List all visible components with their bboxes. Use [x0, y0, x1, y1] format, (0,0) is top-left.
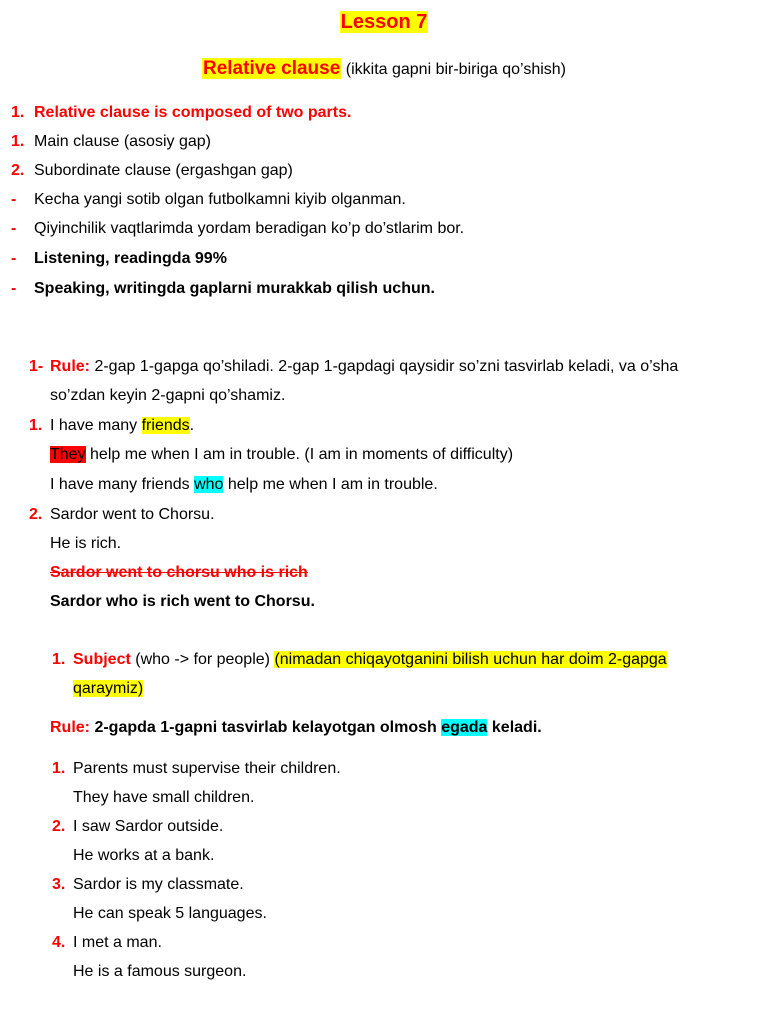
list-marker: -	[11, 220, 17, 237]
subject-label: Subject	[73, 651, 131, 668]
list-item: Main clause (asosiy gap)	[34, 133, 211, 150]
correct-sentence: Sardor who is rich went to Chorsu.	[50, 593, 315, 610]
list-marker: -	[11, 250, 17, 267]
lesson-title: Lesson 7	[340, 11, 428, 33]
example-line: Sardor went to Chorsu.	[50, 506, 215, 523]
subject-line	[73, 679, 143, 699]
example-line: He is rich.	[50, 535, 122, 552]
list-marker: -	[11, 280, 17, 297]
rule-label: Rule:	[50, 719, 90, 736]
highlight-who: who	[194, 476, 224, 493]
example-line: I have many friends.	[50, 417, 195, 434]
list-item: Listening, readingda 99%	[34, 250, 227, 267]
exercise-line: He can speak 5 languages.	[73, 905, 267, 922]
rule-line-2: so’zdan keyin 2-gapni qo’shamiz.	[50, 387, 286, 404]
wrong-sentence: Sardor went to chorsu who is rich	[50, 564, 308, 581]
list-item: Kecha yangi sotib olgan futbolkamni kiyib olganman.	[34, 191, 406, 208]
exercise-marker: 1.	[52, 760, 66, 777]
exercise-line: They have small children.	[73, 789, 255, 806]
list-marker: -	[11, 191, 17, 208]
highlight-egada: egada	[441, 719, 488, 736]
subtitle-main: Relative clause	[202, 58, 341, 79]
highlight-friends: friends	[141, 417, 190, 434]
exercise-marker: 2.	[52, 818, 66, 835]
exercise-marker: 3.	[52, 876, 66, 893]
rule-label: Rule:	[50, 358, 90, 375]
exercise-marker: 4.	[52, 934, 66, 951]
list-marker: 1.	[11, 104, 25, 121]
subject-marker: 1.	[52, 651, 66, 668]
list-item: Relative clause is composed of two parts.	[34, 104, 352, 121]
subtitle	[0, 57, 768, 82]
example-marker: 2.	[29, 506, 43, 523]
subject-line: Subject (who -> for people) (nimadan chiqayotganini bilish uchun har doim 2-gapga	[73, 651, 667, 668]
highlight-they: They	[50, 446, 86, 463]
rule-text	[50, 357, 678, 377]
exercise-line: I saw Sardor outside.	[73, 818, 224, 835]
exercise-line: Sardor is my classmate.	[73, 876, 244, 893]
exercise-line: I met a man.	[73, 934, 162, 951]
example-marker: 1.	[29, 417, 43, 434]
example-line: I have many friends who help me when I am in trouble.	[50, 476, 438, 493]
rule-marker: 1-	[29, 358, 44, 375]
rule-line: Rule: 2-gapda 1-gapni tasvirlab kelayotgan olmosh egada keladi.	[50, 719, 542, 736]
list-marker: 1.	[11, 133, 25, 150]
subject-highlight: (nimadan chiqayotganini bilish uchun har doim 2-gapga	[274, 651, 667, 668]
list-item: Speaking, writingda gaplarni murakkab qilish uchun.	[34, 280, 435, 297]
exercise-line: Parents must supervise their children.	[73, 760, 341, 777]
page-title	[0, 10, 768, 36]
example-line: They help me when I am in trouble. (I am in moments of difficulty)	[50, 446, 514, 463]
rule-line-1: 2-gap 1-gapga qo’shiladi. 2-gap 1-gapdagi qaysidir so’zni tasvirlab keladi, va o’sha	[94, 358, 679, 375]
exercise-line: He works at a bank.	[73, 847, 215, 864]
subject-highlight: qaraymiz)	[73, 680, 144, 697]
subtitle-paren: (ikkita gapni bir-biriga qo’shish)	[345, 61, 566, 78]
list-item: Subordinate clause (ergashgan gap)	[34, 162, 293, 179]
list-item: Qiyinchilik vaqtlarimda yordam beradigan ko’p do’stlarim bor.	[34, 220, 465, 237]
exercise-line: He is a famous surgeon.	[73, 963, 247, 980]
list-marker: 2.	[11, 162, 25, 179]
